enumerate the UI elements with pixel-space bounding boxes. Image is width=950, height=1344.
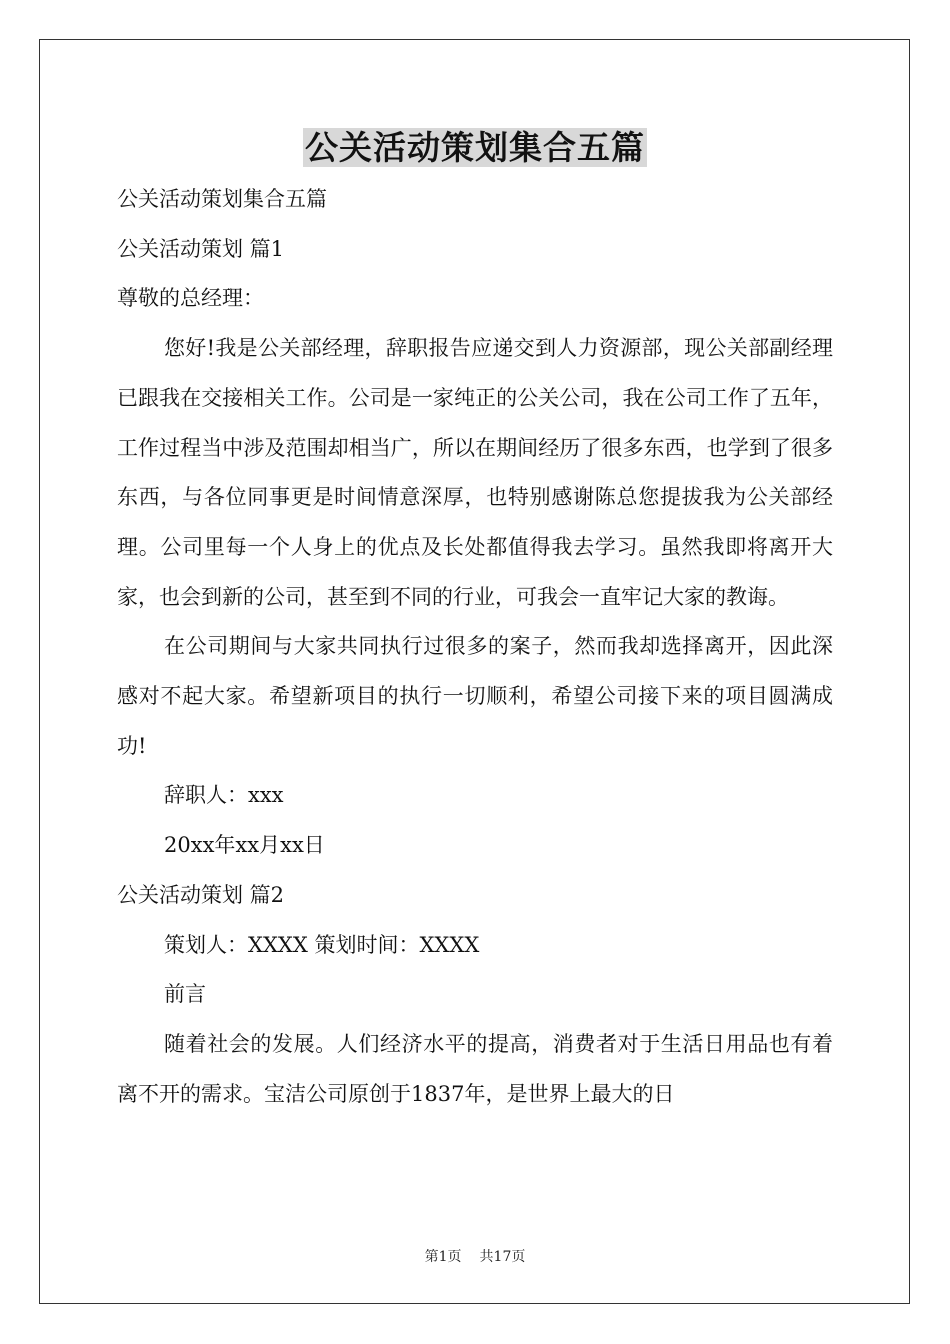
section-heading: 公关活动策划 篇1 (117, 236, 285, 261)
salutation: 尊敬的总经理： (117, 286, 264, 311)
paragraph: 策划人：XXXX 策划时间：XXXX (164, 932, 480, 957)
document-body (117, 175, 833, 1119)
paragraph: 随着社会的发展。人们经济水平的提高，消费者对于生活日用品也有着离不开的需求。宝洁公司原创于1837年，是世界上最大的日 (117, 1031, 833, 1106)
document-title-text: 公关活动策划集合五篇 (305, 128, 645, 167)
document-title (0, 126, 950, 170)
page-footer (0, 1247, 950, 1267)
paragraph: 公关活动策划集合五篇 (117, 187, 327, 211)
signature-line: 辞职人：xxx (164, 783, 284, 808)
subheading: 前言 (164, 982, 206, 1007)
page-number: 第1页 (424, 1249, 462, 1265)
paragraph: 在公司期间与大家共同执行过很多的案子，然而我却选择离开，因此深感对不起大家。希望新项目的执行一切顺利，希望公司接下来的项目圆满成功! (117, 634, 833, 758)
page-total: 共17页 (479, 1249, 526, 1265)
paragraph: 您好!我是公关部经理，辞职报告应递交到人力资源部，现公关部副经理已跟我在交接相关工作。公司是一家纯正的公关公司，我在公司工作了五年，工作过程当中涉及范围却相当广，所以在期间经历了很多东西，也学到了很多东西，与各位同事更是时间情意深厚，也特别感谢陈总您提拔我为公关部经理。公司里每一个人身上的优点及长处都值得我去学习。虽然我即将离开大家，也会到新的公司，甚至到不同的行业，可我会一直牢记大家的教诲。 (117, 336, 833, 609)
section-heading: 公关活动策划 篇2 (117, 882, 285, 907)
date-line: 20xx年xx月xx日 (164, 833, 325, 858)
